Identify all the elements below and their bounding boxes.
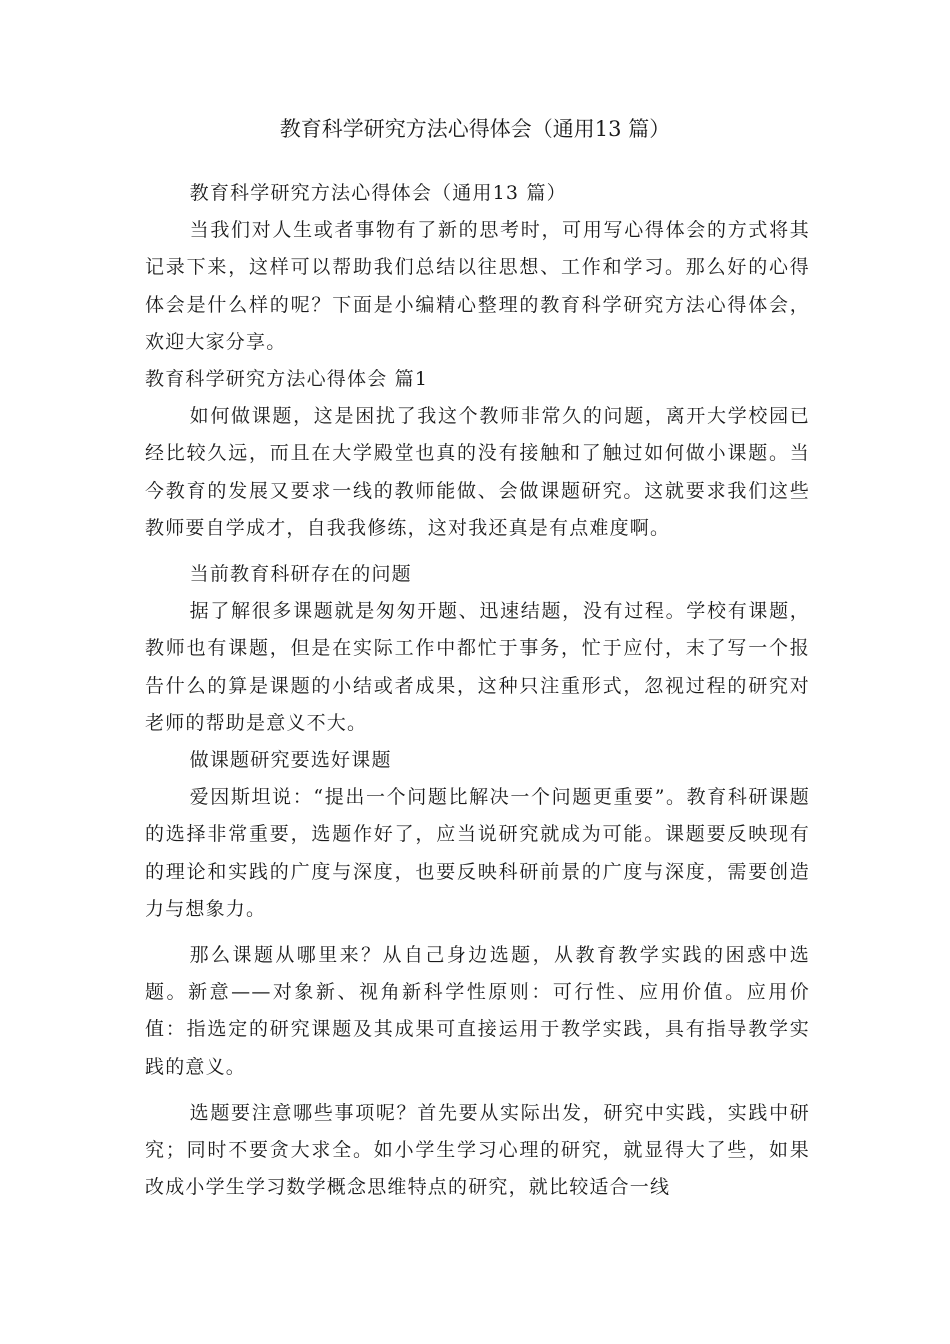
subtitle-paragraph: 教育科学研究方法心得体会（通用13 篇） — [189, 182, 567, 204]
section-heading: 教育科学研究方法心得体会 篇1 — [145, 368, 429, 391]
intro-paragraph: 当我们对人生或者事物有了新的思考时，可用写心得体会的方式将其记录下来，这样可以帮助我们总结以往思想、工作和学习。那么好的心得体会是什么样的呢？下面是小编精心整理的教育科学研究方法心得体会，欢迎大家分享。 — [145, 219, 810, 353]
sub-heading: 当前教育科研存在的问题 — [189, 563, 412, 586]
document-body — [145, 175, 810, 1206]
body-paragraph: 据了解很多课题就是匆匆开题、迅速结题，没有过程。学校有课题，教师也有课题，但是在实际工作中都忙于事务，忙于应付，末了写一个报告什么的算是课题的小结或者成果，这种只注重形式，忽视过程的研究对老师的帮助是意义不大。 — [145, 600, 810, 734]
body-paragraph: 如何做课题，这是困扰了我这个教师非常久的问题，离开大学校园已经比较久远，而且在大学殿堂也真的没有接触和了触过如何做小课题。当今教育的发展又要求一线的教师能做、会做课题研究。这就要求我们这些教师要自学成才，自我我修练，这对我还真是有点难度啊。 — [145, 405, 810, 539]
body-paragraph: 选题要注意哪些事项呢？首先要从实际出发，研究中实践，实践中研究；同时不要贪大求全。如小学生学习心理的研究，就显得大了些，如果改成小学生学习数学概念思维特点的研究，就比较适合一线 — [145, 1101, 810, 1199]
sub-heading: 做课题研究要选好课题 — [189, 749, 392, 772]
body-paragraph: 爱因斯坦说：“提出一个问题比解决一个问题更重要”。教育科研课题的选择非常重要，选题作好了，应当说研究就成为可能。课题要反映现有的理论和实践的广度与深度，也要反映科研前景的广度与深度，需要创造力与想象力。 — [145, 786, 810, 920]
document-title: 教育科学研究方法心得体会（通用13 篇） — [279, 117, 671, 141]
body-paragraph: 那么课题从哪里来？从自己身边选题，从教育教学实践的困惑中选题。新意——对象新、视角新科学性原则：可行性、应用价值。应用价值：指选定的研究课题及其成果可直接运用于教学实践，具有指导教学实践的意义。 — [145, 944, 810, 1078]
